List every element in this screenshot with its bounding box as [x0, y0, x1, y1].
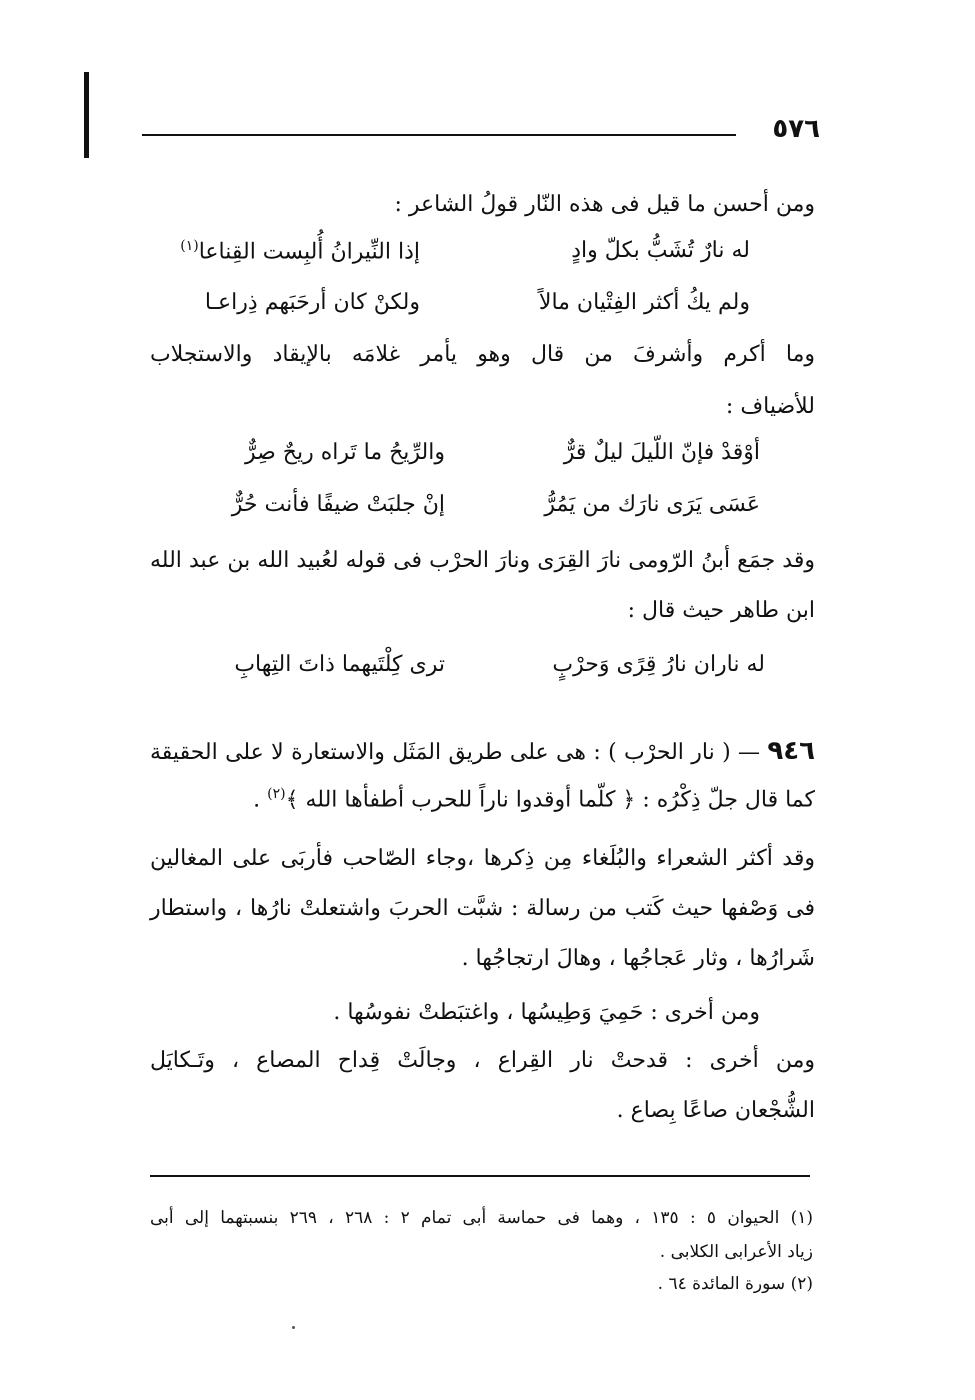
entry-heading-text: — ( نار الحرْب ) : هى على طريق المَثَل والاستعارة لا على الحقيقة [150, 740, 761, 765]
verse-3-first-hemistich: أوْقدْ فإنّ اللّيلَ ليلٌ قرٌّ [563, 440, 760, 465]
page-number: ٥٧٦ [772, 114, 820, 144]
verse-2-first-hemistich: ولم يكُ أكثر الفِتْيان مالاً [538, 290, 750, 315]
verse-1-first-hemistich: له نارٌ تُشَبُّ بكلّ وادٍ [571, 238, 750, 263]
page-speck [292, 1326, 295, 1329]
intro-2-line-2: للأضياف : [725, 394, 815, 419]
verse-2-second-hemistich: ولكنْ كان أرحَبَهم ذِراعـا [204, 290, 420, 315]
footnote-rule [150, 1175, 810, 1177]
intro-2-line-1: وما أكرم وأشرفَ من قال وهو يأمر غلامَه بالإيقاد والاستجلاب [150, 342, 815, 367]
footnote-1-line-1: (١) الحيوان ٥ : ١٣٥ ، وهما فى حماسة أبى تمام ٢ : ٢٦٨ ، ٢٦٩ بنسبتهما إلى أبى [150, 1208, 813, 1228]
para-3-line-1: ومن أخرى : قدحتْ نار القِراع ، وجالَتْ قِداح المصاع ، وتَـكايَل [150, 1048, 815, 1073]
verse-5-second-hemistich: ترى كِلْتَيهما ذاتَ التِهابِ [234, 652, 445, 677]
intro-line: ومن أحسن ما قيل فى هذه النّار قولُ الشاعر : [394, 192, 815, 217]
margin-bar [84, 72, 89, 158]
entry-number: ٩٤٦ [767, 736, 815, 766]
entry-quran-end: . [253, 787, 268, 813]
para-1-line-2: فى وَصْفها حيث كَتب من رسالة : شبَّت الحربَ واشتعلتْ نارُها ، واستطار [150, 896, 815, 921]
verse-1-second-hemistich [180, 238, 420, 266]
footnote-mark-1: (١) [180, 238, 199, 254]
footnote-mark-2: (٢) [267, 786, 286, 802]
entry-quran-text: كما قال جلّ ذِكْرُه : ﴿ كلّما أوقدوا ناراً للحرب أطفأها الله ﴾ [285, 787, 815, 813]
verse-4-first-hemistich: عَسَى يَرَى نارَك من يَمُرُّ [544, 492, 760, 517]
verse-1-second-text: إذا النِّيرانُ أُلبِست القِناعا [198, 239, 420, 265]
header-rule [142, 134, 736, 136]
para-2-line: ومن أخرى : حَمِيَ وَطِيسُها ، واغتبَطتْ نفوسُها . [333, 1000, 760, 1025]
footnote-2: (٢) سورة المائدة ٦٤ . [657, 1274, 813, 1294]
entry-quran-line [253, 786, 815, 814]
intro-3-line-1: وقد جمَع أبنُ الرّومى نارَ القِرَى ونارَ الحرْب فى قوله لعُبيد الله بن عبد الله [150, 548, 815, 573]
para-3-line-2: الشُّجْعان صاعًا بِصاع . [616, 1098, 815, 1123]
verse-5-first-hemistich: له ناران نارُ قِرًى وَحرْبٍ [552, 652, 765, 677]
footnote-1-line-2: زياد الأعرابى الكلابى . [659, 1242, 813, 1262]
entry-heading-line [150, 736, 815, 767]
para-1-line-1: وقد أكثر الشعراء والبُلَغاء مِن ذِكرها ،وجاء الصّاحب فأربَى على المغالين [150, 846, 815, 871]
intro-3-line-2: ابن طاهر حيث قال : [627, 598, 815, 623]
verse-3-second-hemistich: والرِّيحُ ما تَراه ريحٌ صِرٌّ [244, 440, 445, 465]
verse-4-second-hemistich: إنْ جلبَتْ ضيفًا فأنت حُرٌّ [231, 492, 445, 517]
para-1-line-3: شَرارُها ، وثار عَجاجُها ، وهالَ ارتجاجُها . [461, 946, 815, 971]
